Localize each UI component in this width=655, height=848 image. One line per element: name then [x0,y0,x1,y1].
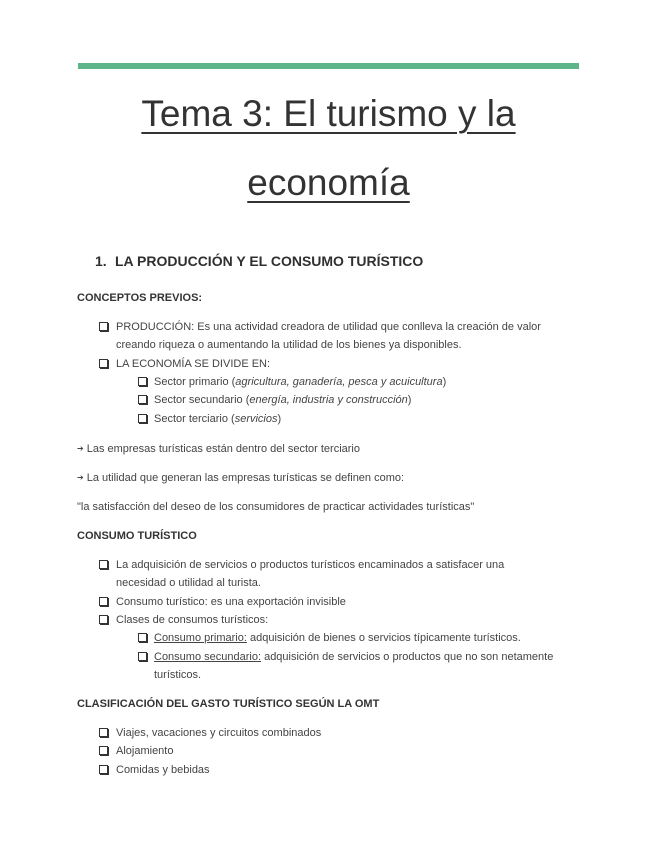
consumo-secundario-line-2: turísticos. [154,669,202,681]
checkbox-bullet-icon [138,652,147,661]
checkbox-bullet-icon [99,765,108,774]
checkbox-bullet-icon [99,615,108,624]
produccion-line-2: creando riqueza o aumentando la utilidad de los bienes ya disponibles. [116,339,462,351]
checkbox-bullet-icon [99,359,108,368]
consumo-secundario-item: Consumo secundario: adquisición de servicios o productos que no son netamente [154,651,554,663]
checkbox-bullet-icon [138,395,147,404]
checkbox-bullet-icon [138,633,147,642]
checkbox-bullet-icon [99,322,108,331]
sector-primario-item: Sector primario (agricultura, ganadería, pesca y acuicultura) [154,376,447,388]
sector-terciario-item: Sector terciario (servicios) [154,413,282,425]
top-accent-rule [78,63,579,69]
produccion-line-1: PRODUCCIÓN: Es una actividad creadora de utilidad que conlleva la creación de valor [116,321,541,333]
definition-quote: "la satisfacción del deseo de los consumidores de practicar actividades turísticas" [77,501,475,513]
section-heading [95,253,423,269]
produccion-item [116,318,578,336]
consumo-heading: CONSUMO TURÍSTICO [77,530,197,542]
arrow-note-2: ➔ La utilidad que generan las empresas turísticas se definen como: [77,469,404,487]
checkbox-bullet-icon [99,560,108,569]
checkbox-bullet-icon [99,746,108,755]
gasto-item: Comidas y bebidas [116,764,210,776]
sector-secundario-item: Sector secundario (energía, industria y construcción) [154,394,412,406]
page-title-line-1: Tema 3: El turismo y la [141,93,516,134]
section-heading-text: LA PRODUCCIÓN Y EL CONSUMO TURÍSTICO [115,253,424,269]
consumo-item-2: Consumo turístico: es una exportación invisible [116,596,346,608]
gasto-item: Alojamiento [116,745,174,757]
arrow-right-icon: ➔ [77,444,84,453]
consumo-item-1-line-2: necesidad o utilidad al turista. [116,577,261,589]
gasto-heading: CLASIFICACIÓN DEL GASTO TURÍSTICO SEGÚN LA OMT [77,698,380,710]
page-title-line-2: economía [247,162,410,203]
checkbox-bullet-icon [138,377,147,386]
checkbox-bullet-icon [99,728,108,737]
checkbox-bullet-icon [99,597,108,606]
conceptos-heading: CONCEPTOS PREVIOS: [77,292,203,304]
consumo-primario-item: Consumo primario: adquisición de bienes o servicios típicamente turísticos. [154,632,521,644]
section-number: 1. [95,253,107,269]
consumo-item-1 [116,556,578,574]
economia-divide-item: LA ECONOMÍA SE DIVIDE EN: [116,358,271,370]
arrow-note-1: ➔ Las empresas turísticas están dentro del sector terciario [77,440,360,458]
consumo-item-1-line-1: La adquisición de servicios o productos turísticos encaminados a satisfacer una [116,559,505,571]
checkbox-bullet-icon [138,414,147,423]
gasto-item: Viajes, vacaciones y circuitos combinados [116,727,322,739]
consumo-item-3: Clases de consumos turísticos: [116,614,269,626]
arrow-right-icon: ➔ [77,473,84,482]
